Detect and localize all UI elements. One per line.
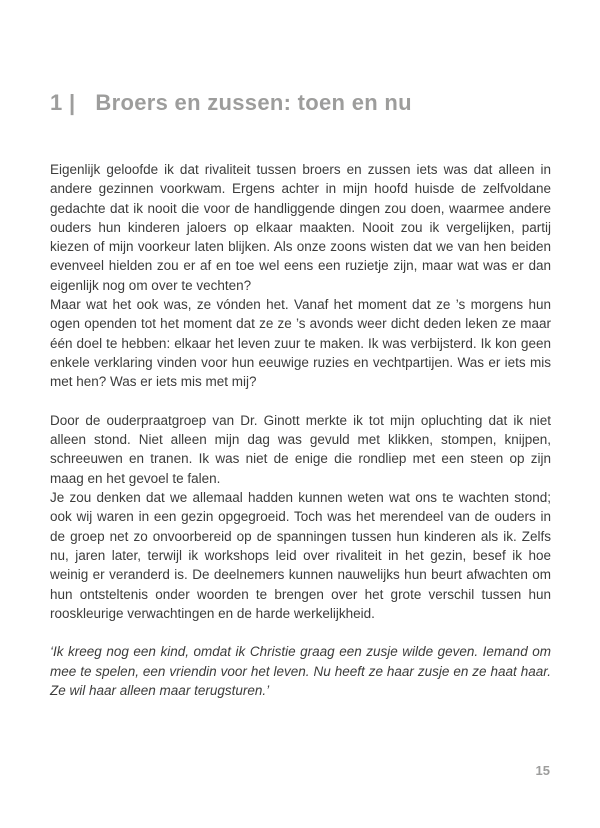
paragraph: Je zou denken dat we allemaal hadden kunnen weten wat ons te wachten stond; ook wij waren in een gezin opgegroeid. Toch was het merendeel van de ouders in de groep net zo onvoorbereid op de spanningen tussen hun kinderen als ik. Zelfs nu, jaren later, terwijl ik workshops leid over rivaliteit in het gezin, besef ik hoe weinig er veranderd is. De deelnemers kunnen nauwelijks hun beurt afwachten om hun ontsteltenis onder woorden te brengen over het grote verschil tussen hun rooskleurige verwachtingen en de harde werkelijkheid.	[50, 490, 551, 621]
page-number: 15	[535, 763, 550, 778]
paragraph: Door de ouderpraatgroep van Dr. Ginott merkte ik tot mijn opluchting dat ik niet alleen stond. Niet alleen mijn dag was gevuld met klikken, stompen, knijpen, schreeuwen en tranen. Ik was niet de enige die rondliep met een steen op zijn maag en het gevoel te falen.	[50, 412, 551, 486]
paragraph: Maar wat het ook was, ze vónden het. Vanaf het moment dat ze ’s morgens hun ogen openden tot het moment dat ze ze ’s avonds weer dicht deden leken ze maar één doel te hebben: elkaar het leven zuur te maken. Ik was verbijsterd. Ik kon geen enkele verklaring vinden voor hun eeuwige ruzies en vechtpartijen. Was er iets mis met hen? Was er iets mis met mij?	[50, 297, 551, 390]
chapter-title: Broers en zussen: toen en nu	[95, 90, 412, 115]
chapter-number: 1 |	[50, 90, 76, 115]
chapter-heading	[50, 90, 550, 116]
body-text	[50, 160, 551, 700]
paragraph: Eigenlijk geloofde ik dat rivaliteit tussen broers en zussen iets was dat alleen in andere gezinnen voorkwam. Ergens achter in mijn hoofd huisde de zelfvoldane gedachte dat ik nooit die voor de handliggende dingen zou doen, waarmee andere ouders hun kinderen jaloers op elkaar maakten. Nooit zou ik vergelijken, partij kiezen of mijn voorkeur laten blijken. Als onze zoons wisten dat we van hen beiden evenveel hielden zou er af en toe wel eens een ruzietje zijn, maar wat was er dan eigenlijk nog om over te vechten?	[50, 162, 551, 293]
paragraph-quote: ‘Ik kreeg nog een kind, omdat ik Christie graag een zusje wilde geven. Iemand om mee te spelen, een vriendin voor het leven. Nu heeft ze haar zusje en ze haat haar. Ze wil haar alleen maar terugsturen.’	[50, 644, 551, 699]
